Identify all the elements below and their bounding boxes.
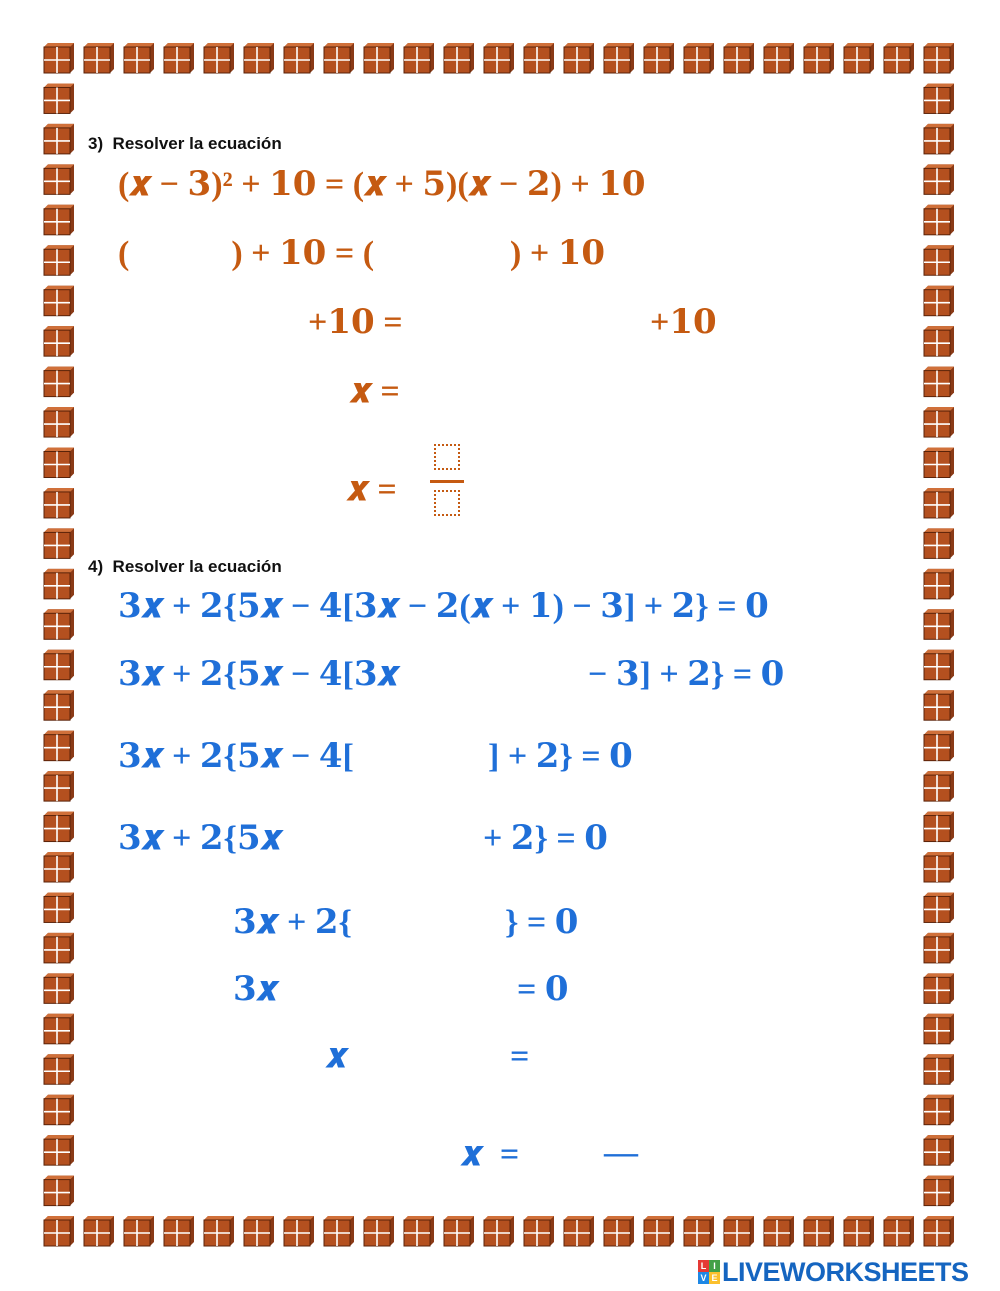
border-brick bbox=[44, 933, 74, 963]
border-brick bbox=[644, 1216, 674, 1246]
border-brick bbox=[924, 609, 954, 639]
problem-4-step-3-left: 𝟑𝒙 + 𝟐{𝟓𝒙 bbox=[118, 820, 283, 857]
border-brick bbox=[44, 245, 74, 275]
border-brick bbox=[204, 43, 234, 73]
logo-text: LIVEWORKSHEETS bbox=[722, 1256, 969, 1287]
border-brick bbox=[44, 569, 74, 599]
border-brick bbox=[404, 43, 434, 73]
logo-icon bbox=[698, 1260, 720, 1284]
logo-letter: L bbox=[698, 1260, 709, 1272]
logo-letter: E bbox=[709, 1272, 720, 1284]
border-brick bbox=[44, 609, 74, 639]
logo-letter: I bbox=[709, 1260, 720, 1272]
border-brick bbox=[44, 326, 74, 356]
border-brick bbox=[924, 731, 954, 761]
problem-4-step-2-left: 𝟑𝒙 + 𝟐{𝟓𝒙 − 𝟒[ bbox=[118, 738, 354, 775]
border-brick bbox=[724, 1216, 754, 1246]
border-brick bbox=[764, 43, 794, 73]
border-brick bbox=[204, 1216, 234, 1246]
border-brick bbox=[924, 569, 954, 599]
border-brick bbox=[924, 1216, 954, 1246]
border-brick bbox=[644, 43, 674, 73]
border-brick bbox=[924, 43, 954, 73]
border-brick bbox=[684, 1216, 714, 1246]
border-brick bbox=[804, 43, 834, 73]
problem-3-step-3: 𝒙 = bbox=[350, 373, 400, 410]
border-brick bbox=[924, 690, 954, 720]
border-brick bbox=[44, 1014, 74, 1044]
problem-4-step-4-right: } = 𝟎 bbox=[505, 904, 579, 941]
border-brick bbox=[44, 812, 74, 842]
denominator-box[interactable] bbox=[434, 490, 460, 516]
border-brick bbox=[484, 1216, 514, 1246]
border-brick bbox=[884, 43, 914, 73]
border-brick bbox=[924, 326, 954, 356]
border-brick bbox=[564, 1216, 594, 1246]
problem-3-heading: 3) Resolver la ecuación bbox=[88, 134, 282, 153]
border-brick bbox=[44, 973, 74, 1003]
border-brick bbox=[44, 528, 74, 558]
problem-4-step-1-left: 𝟑𝒙 + 𝟐{𝟓𝒙 − 𝟒[𝟑𝒙 bbox=[118, 656, 400, 693]
problem-4-step-6-left: 𝒙 bbox=[326, 1038, 348, 1075]
border-brick bbox=[484, 43, 514, 73]
numerator-box[interactable] bbox=[434, 444, 460, 470]
border-brick bbox=[44, 43, 74, 73]
problem-3-step-2-right: +𝟏𝟎 bbox=[650, 304, 717, 341]
border-brick bbox=[44, 407, 74, 437]
border-brick bbox=[44, 1216, 74, 1246]
border-brick bbox=[924, 892, 954, 922]
border-brick bbox=[324, 1216, 354, 1246]
border-brick bbox=[884, 1216, 914, 1246]
problem-3-step-4: 𝒙 = bbox=[347, 471, 397, 508]
border-brick bbox=[44, 852, 74, 882]
border-brick bbox=[44, 731, 74, 761]
border-brick bbox=[924, 367, 954, 397]
border-brick bbox=[124, 1216, 154, 1246]
border-brick bbox=[924, 164, 954, 194]
problem-3-equation: (𝒙 − 𝟑)² + 𝟏𝟎 = (𝒙 + 𝟓)(𝒙 − 𝟐) + 𝟏𝟎 bbox=[118, 166, 646, 203]
border-brick bbox=[244, 1216, 274, 1246]
problem-4-step-7: 𝒙 = bbox=[461, 1136, 520, 1173]
problem-4-equation: 𝟑𝒙 + 𝟐{𝟓𝒙 − 𝟒[𝟑𝒙 − 𝟐(𝒙 + 𝟏) − 𝟑] + 𝟐} = 𝟎 bbox=[118, 588, 769, 625]
border-brick bbox=[924, 286, 954, 316]
logo-letter: V bbox=[698, 1272, 709, 1284]
border-brick bbox=[924, 448, 954, 478]
border-brick bbox=[84, 43, 114, 73]
border-brick bbox=[924, 973, 954, 1003]
border-brick bbox=[44, 1095, 74, 1125]
border-brick bbox=[844, 1216, 874, 1246]
border-brick bbox=[524, 43, 554, 73]
border-brick bbox=[924, 812, 954, 842]
border-brick bbox=[44, 488, 74, 518]
border-brick bbox=[44, 83, 74, 113]
border-brick bbox=[924, 1014, 954, 1044]
border-brick bbox=[44, 1176, 74, 1206]
border-brick bbox=[724, 43, 754, 73]
border-brick bbox=[44, 650, 74, 680]
problem-3-step-1: ( ) + 𝟏𝟎 = ( ) + 𝟏𝟎 bbox=[118, 235, 606, 272]
border-brick bbox=[444, 43, 474, 73]
border-brick bbox=[924, 245, 954, 275]
problem-4-step-5-right: = 𝟎 bbox=[517, 971, 569, 1008]
border-brick bbox=[324, 43, 354, 73]
border-brick bbox=[164, 43, 194, 73]
border-brick bbox=[164, 1216, 194, 1246]
border-brick bbox=[924, 83, 954, 113]
border-brick bbox=[924, 771, 954, 801]
border-brick bbox=[524, 1216, 554, 1246]
problem-4-step-3-right: + 𝟐} = 𝟎 bbox=[483, 820, 608, 857]
border-brick bbox=[44, 771, 74, 801]
border-brick bbox=[924, 124, 954, 154]
border-brick bbox=[44, 286, 74, 316]
fraction-answer-input[interactable] bbox=[428, 442, 468, 522]
border-brick bbox=[364, 43, 394, 73]
border-brick bbox=[924, 852, 954, 882]
border-brick bbox=[924, 1176, 954, 1206]
border-brick bbox=[604, 43, 634, 73]
fraction-bar bbox=[430, 480, 464, 483]
problem-4-step-1-right: − 𝟑] + 𝟐} = 𝟎 bbox=[588, 656, 785, 693]
border-brick bbox=[404, 1216, 434, 1246]
border-brick bbox=[924, 488, 954, 518]
border-brick bbox=[924, 1135, 954, 1165]
border-brick bbox=[804, 1216, 834, 1246]
problem-4-step-5-left: 𝟑𝒙 bbox=[233, 971, 279, 1008]
border-brick bbox=[764, 1216, 794, 1246]
problem-4-heading: 4) Resolver la ecuación bbox=[88, 557, 282, 576]
border-brick bbox=[44, 690, 74, 720]
liveworksheets-logo bbox=[698, 1258, 969, 1286]
border-brick bbox=[444, 1216, 474, 1246]
border-brick bbox=[604, 1216, 634, 1246]
border-brick bbox=[924, 205, 954, 235]
border-brick bbox=[44, 1135, 74, 1165]
border-brick bbox=[44, 1054, 74, 1084]
border-brick bbox=[364, 1216, 394, 1246]
border-brick bbox=[564, 43, 594, 73]
border-brick bbox=[684, 43, 714, 73]
border-brick bbox=[924, 933, 954, 963]
border-brick bbox=[284, 1216, 314, 1246]
problem-4-step-4-left: 𝟑𝒙 + 𝟐{ bbox=[233, 904, 352, 941]
border-brick bbox=[44, 205, 74, 235]
problem-4-step-2-right: ] + 𝟐} = 𝟎 bbox=[488, 738, 633, 775]
border-brick bbox=[44, 448, 74, 478]
border-brick bbox=[924, 650, 954, 680]
border-brick bbox=[924, 528, 954, 558]
problem-3-step-2-left: +𝟏𝟎 = bbox=[308, 304, 403, 341]
border-brick bbox=[924, 1054, 954, 1084]
border-brick bbox=[924, 1095, 954, 1125]
border-brick bbox=[44, 367, 74, 397]
border-brick bbox=[244, 43, 274, 73]
border-brick bbox=[44, 124, 74, 154]
border-brick bbox=[284, 43, 314, 73]
problem-4-fraction-bar: — bbox=[604, 1134, 638, 1171]
border-brick bbox=[924, 407, 954, 437]
border-brick bbox=[44, 164, 74, 194]
problem-4-step-6-right: = bbox=[510, 1038, 530, 1075]
border-brick bbox=[84, 1216, 114, 1246]
border-brick bbox=[844, 43, 874, 73]
border-brick bbox=[124, 43, 154, 73]
border-brick bbox=[44, 892, 74, 922]
